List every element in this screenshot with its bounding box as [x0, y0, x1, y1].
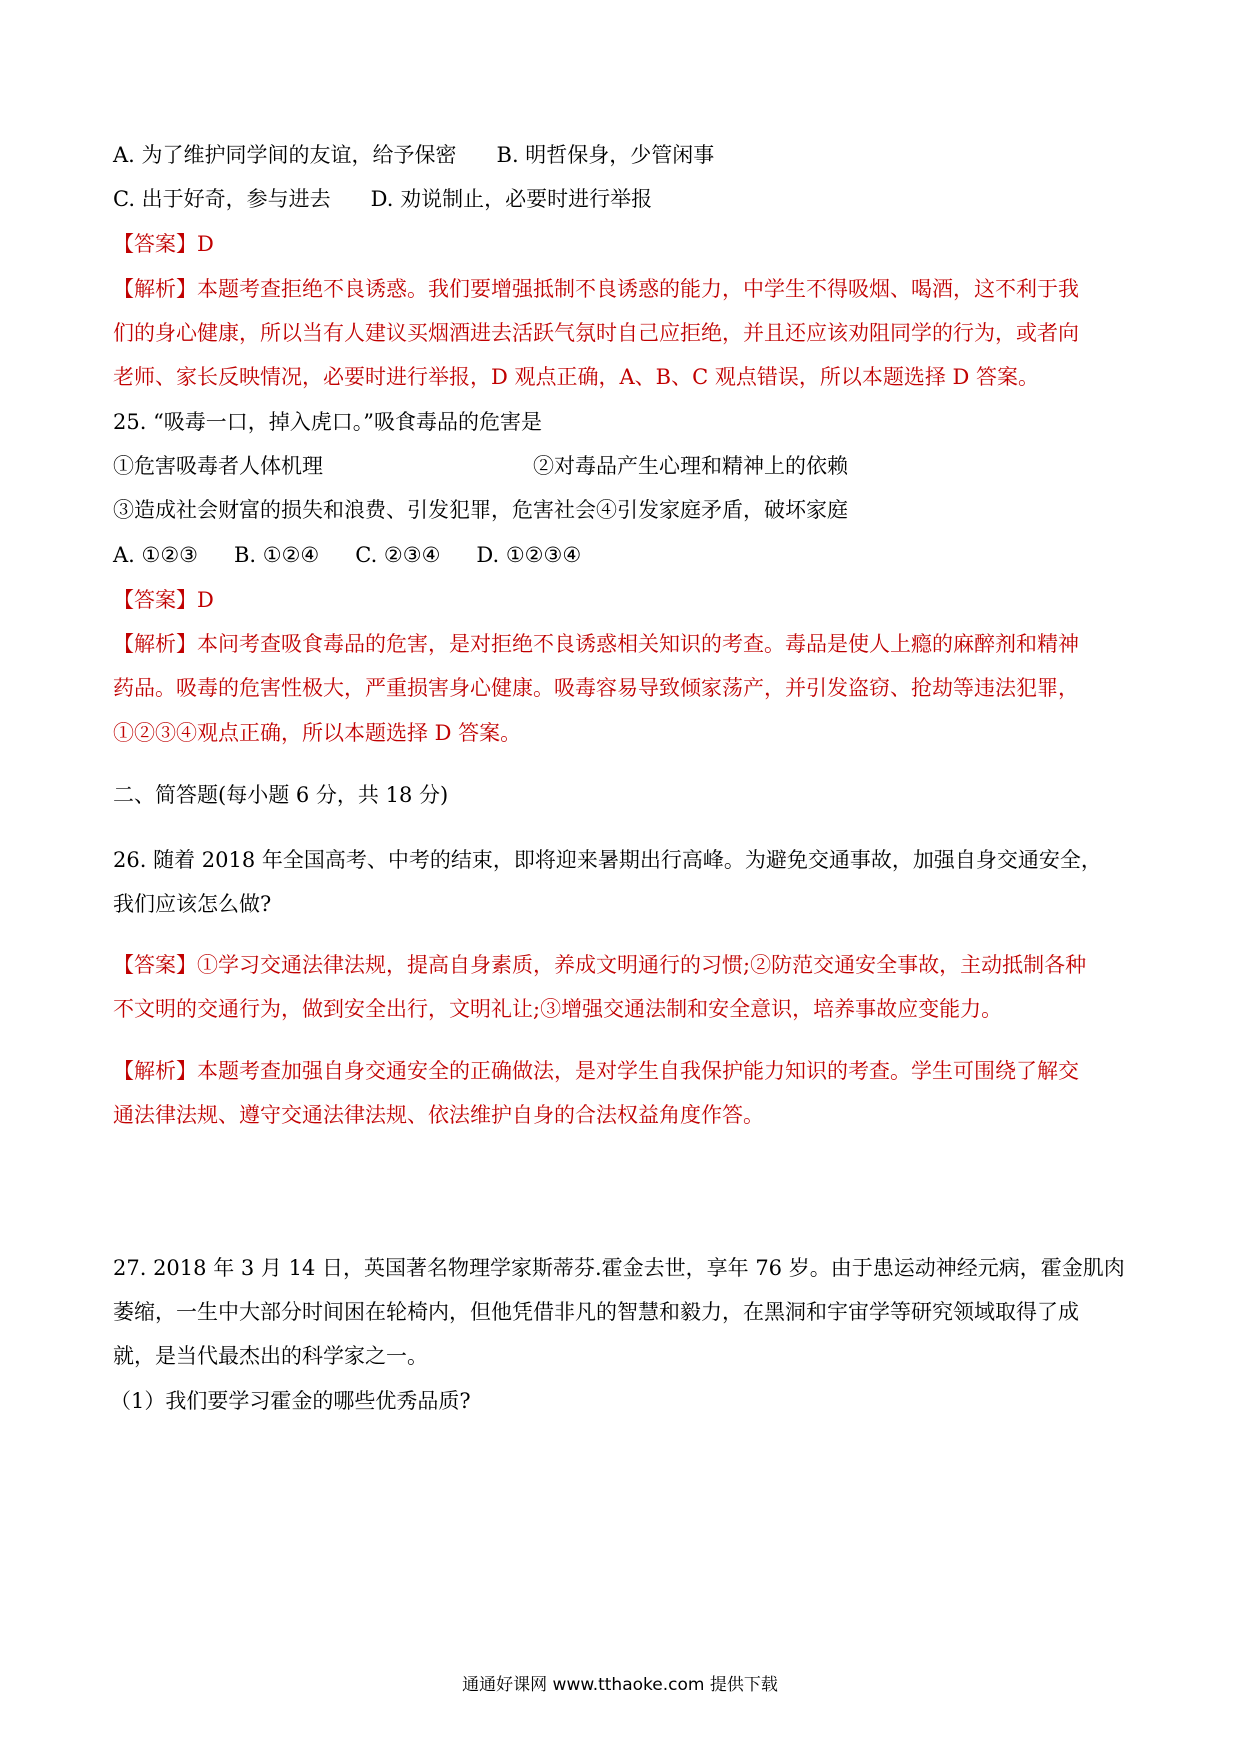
q25-options [113, 540, 1133, 570]
q26-analysis-line-1: 【解析】本题考查加强自身交通安全的正确做法，是对学生自我保护能力知识的考查。学生可围绕了解交 [113, 1059, 1079, 1083]
q25-item-4: ④引发家庭矛盾，破坏家庭 [596, 498, 848, 522]
q25-answer-value: D [197, 588, 214, 612]
q24-options-row-2 [113, 184, 1133, 214]
q26-answer-tag: 【答案】 [113, 953, 197, 977]
q25-analysis-line-1: 【解析】本问考查吸食毒品的危害，是对拒绝不良诱惑相关知识的考查。毒品是使人上瘾的麻醉剂和精神 [113, 632, 1079, 656]
q25-item-1: ①危害吸毒者人体机理 [113, 454, 323, 478]
q24-option-d: D. 劝说制止，必要时进行举报 [370, 187, 653, 211]
footer-watermark: 通通好课网 www.tthaoke.com 提供下载 [462, 1675, 778, 1695]
q25-answer [113, 585, 1133, 615]
q27-stem-line-3: 就，是当代最杰出的科学家之一。 [113, 1344, 428, 1368]
q24-analysis-line-3: 老师、家长反映情况，必要时进行举报，D 观点正确，A、B、C 观点错误，所以本题选择 D 答案。 [113, 365, 1040, 389]
q24-analysis-tag: 【解析】 [113, 277, 197, 301]
q26-analysis-tag: 【解析】 [113, 1059, 197, 1083]
q25-stem: 25. “吸毒一口，掉入虎口。”吸食毒品的危害是 [113, 410, 543, 434]
q26-answer-line-1: 【答案】①学习交通法律法规，提高自身素质，养成文明通行的习惯;②防范交通安全事故，主动抵制各种 [113, 953, 1087, 977]
q24-option-a: A. 为了维护同学间的友谊，给予保密 [113, 143, 457, 167]
q24-answer [113, 229, 1133, 259]
q25-option-a: A. ①②③ [113, 543, 198, 567]
q25-option-c: C. ②③④ [355, 543, 441, 567]
q25-analysis-tag: 【解析】 [113, 632, 197, 656]
q25-item-2: ②对毒品产生心理和精神上的依赖 [533, 454, 848, 478]
q25-option-b: B. ①②④ [234, 543, 320, 567]
q25-items-row-2 [113, 495, 1133, 525]
q24-answer-value: D [197, 232, 214, 256]
q26-stem-line-2: 我们应该怎么做? [113, 892, 272, 916]
q24-option-b: B. 明哲保身，少管闲事 [496, 143, 715, 167]
q24-answer-tag: 【答案】 [113, 232, 197, 256]
q25-option-d: D. ①②③④ [476, 543, 582, 567]
q25-item-3: ③造成社会财富的损失和浪费、引发犯罪，危害社会 [113, 498, 596, 522]
q26-answer-line-2: 不文明的交通行为，做到安全出行，文明礼让;③增强交通法制和安全意识，培养事故应变能力。 [113, 997, 1003, 1021]
q24-options-row-1 [113, 140, 1133, 170]
q26-stem-line-1: 26. 随着 2018 年全国高考、中考的结束，即将迎来暑期出行高峰。为避免交通事故，加强自身交通安全， [113, 848, 1102, 872]
q26-analysis-line-2: 通法律法规、遵守交通法律法规、依法维护自身的合法权益角度作答。 [113, 1103, 764, 1127]
q24-option-c: C. 出于好奇，参与进去 [113, 187, 331, 211]
q24-analysis-line-2: 们的身心健康，所以当有人建议买烟酒进去活跃气氛时自己应拒绝，并且还应该劝阻同学的行为，或者向 [113, 321, 1079, 345]
q27-stem-line-2: 萎缩，一生中大部分时间困在轮椅内，但他凭借非凡的智慧和毅力，在黑洞和宇宙学等研究领域取得了成 [113, 1300, 1079, 1324]
q27-stem-line-1: 27. 2018 年 3 月 14 日，英国著名物理学家斯蒂芬.霍金去世，享年 76 岁。由于患运动神经元病，霍金肌肉 [113, 1256, 1125, 1280]
q25-answer-tag: 【答案】 [113, 588, 197, 612]
section-heading: 二、简答题(每小题 6 分，共 18 分) [113, 783, 449, 807]
q25-analysis-line-3: ①②③④观点正确，所以本题选择 D 答案。 [113, 721, 522, 745]
q25-items-row-1 [113, 451, 1133, 481]
q24-analysis-line-1: 【解析】本题考查拒绝不良诱惑。我们要增强抵制不良诱惑的能力，中学生不得吸烟、喝酒，这不利于我 [113, 277, 1079, 301]
q27-sub-question-1: （1）我们要学习霍金的哪些优秀品质? [110, 1389, 471, 1413]
q25-analysis-line-2: 药品。吸毒的危害性极大，严重损害身心健康。吸毒容易导致倾家荡产，并引发盗窃、抢劫等违法犯罪， [113, 676, 1079, 700]
